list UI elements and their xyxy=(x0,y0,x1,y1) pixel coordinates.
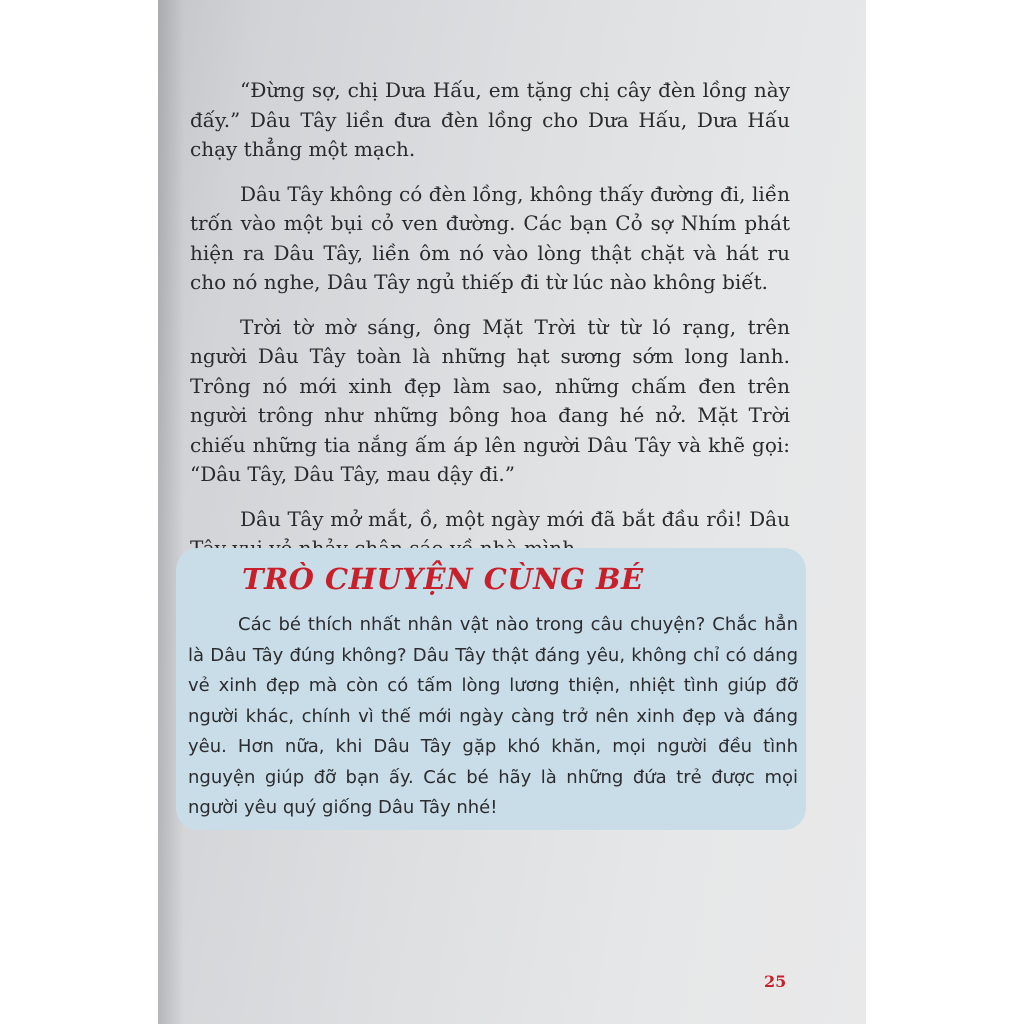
story-paragraph: “Đừng sợ, chị Dưa Hấu, em tặng chị cây đèn lồng này đấy.” Dâu Tây liền đưa đèn lồng cho Dưa Hấu, Dưa Hấu chạy thẳng một mạch. xyxy=(190,78,790,161)
talk-box-body: Các bé thích nhất nhân vật nào trong câu chuyện? Chắc hẳn là Dâu Tây đúng không? Dâu Tây thật đáng yêu, không chỉ có dáng vẻ xinh đẹp mà còn có tấm lòng lương thiện, nhiệt tình giúp đỡ người khác, chính vì thế mới ngày càng trở nên xinh đẹp và đáng yêu. Hơn nữa, khi Dâu Tây gặp khó khăn, mọi người đều tình nguyện giúp đỡ bạn ấy. Các bé hãy là những đứa trẻ được mọi người yêu quý giống Dâu Tây nhé! xyxy=(188,614,798,818)
story-paragraph: Trời tờ mờ sáng, ông Mặt Trời từ từ ló rạng, trên người Dâu Tây toàn là những hạt sương sớm long lanh. Trông nó mới xinh đẹp làm sao, những chấm đen trên người trông như những bông hoa đang hé nở. Mặt Trời chiếu những tia nắng ấm áp lên người Dâu Tây và khẽ gọi: “Dâu Tây, Dâu Tây, mau dậy đi.” xyxy=(190,314,790,486)
book-page xyxy=(158,0,866,1024)
story-text xyxy=(190,76,790,579)
story-paragraph: Dâu Tây không có đèn lồng, không thấy đường đi, liền trốn vào một bụi cỏ ven đường. Các bạn Cỏ sợ Nhím phát hiện ra Dâu Tây, liền ôm nó vào lòng thật chặt và hát ru cho nó nghe, Dâu Tây ngủ thiếp đi từ lúc nào không biết. xyxy=(190,181,790,294)
page-gutter-shadow xyxy=(158,0,184,1024)
talk-box-title: TRÒ CHUYỆN CÙNG BÉ xyxy=(242,562,644,596)
story-paragraph: Dâu Tây mở mắt, ồ, một ngày mới đã bắt đầu rồi! Dâu xyxy=(240,506,790,531)
page-number: 25 xyxy=(764,972,787,991)
talk-with-kids-box xyxy=(176,548,806,830)
